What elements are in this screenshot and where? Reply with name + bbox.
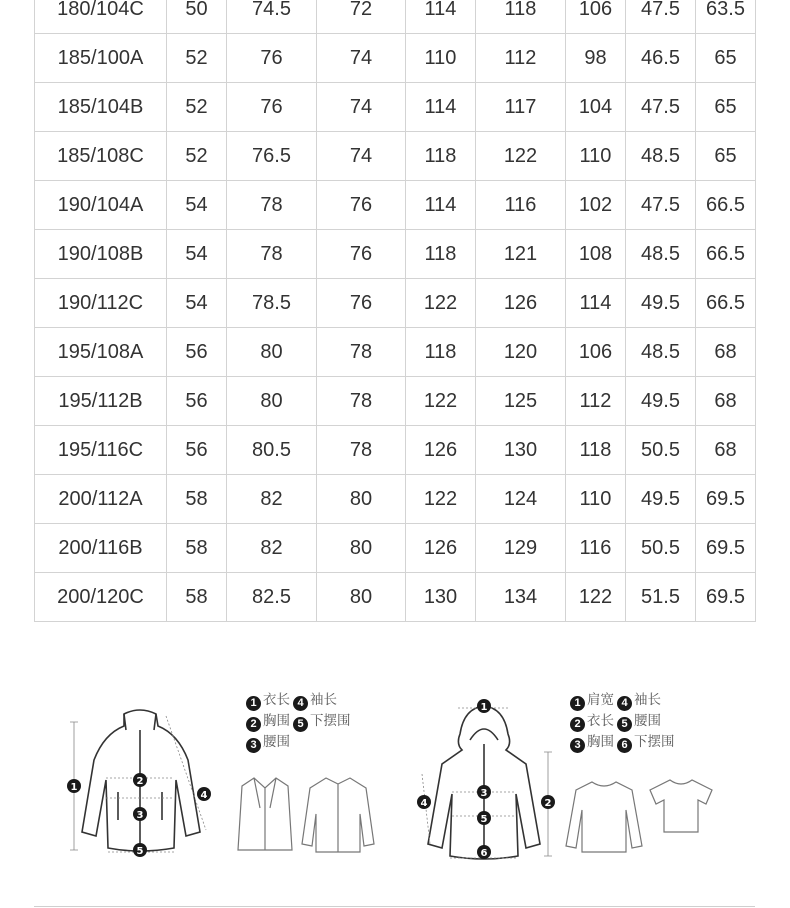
measurement-cell: 110: [406, 34, 476, 83]
legend-item: [293, 711, 351, 732]
legend-row: [246, 711, 354, 732]
measurement-cell: 130: [476, 426, 566, 475]
measurement-cell: 66.5: [696, 181, 756, 230]
measurement-cell: 54: [167, 230, 227, 279]
measurement-cell: 104: [566, 83, 626, 132]
legend-number: 3: [570, 738, 585, 753]
measurement-cell: 50: [167, 0, 227, 34]
measurement-cell: 117: [476, 83, 566, 132]
shirt-icon: [300, 774, 376, 856]
legend-row: [246, 732, 354, 753]
table-row: [35, 0, 756, 34]
measurement-cell: 49.5: [626, 279, 696, 328]
legend-label: 袖长: [310, 692, 337, 707]
legend-number: 4: [293, 696, 308, 711]
measurement-cell: 58: [167, 524, 227, 573]
legend-label: 袖长: [634, 692, 661, 707]
legend-row: [570, 690, 678, 711]
measurement-cell: 118: [406, 230, 476, 279]
measurement-cell: 56: [167, 426, 227, 475]
measurement-cell: 126: [476, 279, 566, 328]
measurement-cell: 106: [566, 328, 626, 377]
legend-item: [570, 732, 614, 753]
svg-text:1: 1: [480, 702, 488, 713]
legend-label: 下摆围: [634, 734, 675, 749]
svg-text:1: 1: [70, 782, 78, 793]
measurement-cell: 80.5: [227, 426, 317, 475]
svg-text:4: 4: [200, 790, 208, 801]
legend-item: [246, 711, 290, 732]
svg-text:6: 6: [480, 848, 488, 859]
measurement-cell: 48.5: [626, 328, 696, 377]
measurement-cell: 50.5: [626, 524, 696, 573]
legend-label: 腰围: [263, 734, 290, 749]
legend-number: 6: [617, 738, 632, 753]
measurement-cell: 52: [167, 132, 227, 181]
measurement-cell: 112: [476, 34, 566, 83]
sweater-icon: [564, 776, 644, 856]
jacket-diagram-icon: [62, 700, 222, 860]
size-code-cell: 190/104A: [35, 181, 167, 230]
size-code-cell: 180/104C: [35, 0, 167, 34]
measurement-cell: 116: [566, 524, 626, 573]
measurement-cell: 76: [227, 34, 317, 83]
legend-item: [246, 690, 290, 711]
table-row: [35, 524, 756, 573]
measurement-cell: 47.5: [626, 181, 696, 230]
measurement-cell: 54: [167, 181, 227, 230]
measurement-cell: 76: [317, 181, 406, 230]
measurement-cell: 129: [476, 524, 566, 573]
size-code-cell: 200/112A: [35, 475, 167, 524]
measurement-cell: 80: [317, 573, 406, 622]
measurement-cell: 108: [566, 230, 626, 279]
measurement-cell: 78.5: [227, 279, 317, 328]
measurement-cell: 68: [696, 377, 756, 426]
legend-number: 1: [570, 696, 585, 711]
measurement-cell: 74: [317, 83, 406, 132]
measurement-cell: 126: [406, 426, 476, 475]
measurement-cell: 65: [696, 34, 756, 83]
size-code-cell: 190/112C: [35, 279, 167, 328]
measurement-cell: 69.5: [696, 573, 756, 622]
measurement-cell: 122: [406, 279, 476, 328]
measurement-cell: 78: [227, 230, 317, 279]
svg-text:5: 5: [480, 814, 488, 825]
measurement-cell: 102: [566, 181, 626, 230]
measurement-cell: 68: [696, 426, 756, 475]
size-table-body: [35, 0, 756, 622]
measurement-cell: 52: [167, 34, 227, 83]
size-code-cell: 195/108A: [35, 328, 167, 377]
measurement-cell: 66.5: [696, 230, 756, 279]
size-code-cell: 185/100A: [35, 34, 167, 83]
table-row: [35, 475, 756, 524]
table-row: [35, 132, 756, 181]
measurement-cell: 56: [167, 377, 227, 426]
legend-label: 肩宽: [587, 692, 614, 707]
tshirt-icon: [646, 776, 716, 836]
measurement-cell: 65: [696, 83, 756, 132]
table-row: [35, 181, 756, 230]
table-row: [35, 83, 756, 132]
measurement-cell: 76: [317, 279, 406, 328]
table-row: [35, 230, 756, 279]
measurement-cell: 82: [227, 475, 317, 524]
size-code-cell: 185/104B: [35, 83, 167, 132]
measurement-cell: 80: [317, 524, 406, 573]
measurement-cell: 118: [476, 0, 566, 34]
legend-number: 1: [246, 696, 261, 711]
legend-label: 腰围: [634, 713, 661, 728]
measurement-cell: 80: [227, 328, 317, 377]
measurement-cell: 58: [167, 573, 227, 622]
hoodie-diagram-icon: [408, 694, 568, 864]
table-row: [35, 377, 756, 426]
table-row: [35, 426, 756, 475]
measurement-cell: 125: [476, 377, 566, 426]
measurement-cell: 106: [566, 0, 626, 34]
legend-item: [617, 690, 661, 711]
svg-text:3: 3: [136, 810, 144, 821]
measurement-cell: 82.5: [227, 573, 317, 622]
measurement-cell: 51.5: [626, 573, 696, 622]
size-table: [34, 0, 756, 622]
measurement-cell: 110: [566, 132, 626, 181]
measurement-cell: 69.5: [696, 524, 756, 573]
bottom-divider: [34, 906, 755, 907]
measurement-cell: 122: [406, 475, 476, 524]
measurement-cell: 116: [476, 181, 566, 230]
measurement-cell: 118: [566, 426, 626, 475]
measurement-cell: 66.5: [696, 279, 756, 328]
measurement-cell: 98: [566, 34, 626, 83]
measurement-cell: 80: [227, 377, 317, 426]
measurement-cell: 49.5: [626, 475, 696, 524]
measurement-cell: 78: [317, 328, 406, 377]
measurement-cell: 134: [476, 573, 566, 622]
legend-row: [570, 732, 678, 753]
measurement-guide: [0, 680, 790, 880]
measurement-cell: 124: [476, 475, 566, 524]
measurement-cell: 72: [317, 0, 406, 34]
measurement-cell: 78: [317, 377, 406, 426]
size-code-cell: 200/120C: [35, 573, 167, 622]
legend-item: [570, 711, 614, 732]
measurement-cell: 69.5: [696, 475, 756, 524]
measurement-cell: 118: [406, 132, 476, 181]
measurement-cell: 114: [406, 0, 476, 34]
measurement-cell: 130: [406, 573, 476, 622]
size-code-cell: 190/108B: [35, 230, 167, 279]
measurement-cell: 122: [476, 132, 566, 181]
measurement-cell: 54: [167, 279, 227, 328]
measurement-cell: 68: [696, 328, 756, 377]
size-code-cell: 185/108C: [35, 132, 167, 181]
legend-label: 胸围: [263, 713, 290, 728]
legend-number: 5: [293, 717, 308, 732]
measurement-cell: 110: [566, 475, 626, 524]
legend-number: 5: [617, 717, 632, 732]
measurement-cell: 46.5: [626, 34, 696, 83]
measurement-cell: 76: [227, 83, 317, 132]
measurement-cell: 65: [696, 132, 756, 181]
legend-item: [617, 711, 661, 732]
blazer-icon: [236, 774, 294, 856]
legend-item: [570, 690, 614, 711]
table-row: [35, 328, 756, 377]
svg-text:5: 5: [136, 846, 144, 857]
measurement-cell: 114: [406, 181, 476, 230]
legend-number: 2: [570, 717, 585, 732]
measurement-cell: 63.5: [696, 0, 756, 34]
measurement-cell: 58: [167, 475, 227, 524]
svg-text:2: 2: [544, 798, 552, 809]
legend-label: 衣长: [587, 713, 614, 728]
legend-label: 衣长: [263, 692, 290, 707]
measurement-cell: 122: [566, 573, 626, 622]
svg-text:3: 3: [480, 788, 488, 799]
measurement-cell: 50.5: [626, 426, 696, 475]
table-row: [35, 279, 756, 328]
measurement-cell: 114: [566, 279, 626, 328]
measurement-cell: 47.5: [626, 83, 696, 132]
table-row: [35, 34, 756, 83]
legend-row: [570, 711, 678, 732]
size-code-cell: 200/116B: [35, 524, 167, 573]
legend-number: 4: [617, 696, 632, 711]
table-row: [35, 573, 756, 622]
measurement-cell: 74: [317, 34, 406, 83]
svg-text:4: 4: [420, 798, 428, 809]
measurement-cell: 76: [317, 230, 406, 279]
measurement-cell: 49.5: [626, 377, 696, 426]
measurement-cell: 122: [406, 377, 476, 426]
legend-label: 胸围: [587, 734, 614, 749]
measurement-cell: 82: [227, 524, 317, 573]
measurement-cell: 47.5: [626, 0, 696, 34]
legend-item: [293, 690, 337, 711]
svg-text:2: 2: [136, 776, 144, 787]
legend-row: [246, 690, 354, 711]
jacket-legend: [246, 690, 354, 753]
measurement-cell: 56: [167, 328, 227, 377]
measurement-cell: 48.5: [626, 230, 696, 279]
legend-number: 2: [246, 717, 261, 732]
measurement-cell: 74.5: [227, 0, 317, 34]
measurement-cell: 126: [406, 524, 476, 573]
measurement-cell: 80: [317, 475, 406, 524]
measurement-cell: 78: [227, 181, 317, 230]
measurement-cell: 76.5: [227, 132, 317, 181]
measurement-cell: 120: [476, 328, 566, 377]
size-code-cell: 195/112B: [35, 377, 167, 426]
legend-number: 3: [246, 738, 261, 753]
legend-label: 下摆围: [310, 713, 351, 728]
legend-item: [617, 732, 675, 753]
measurement-cell: 114: [406, 83, 476, 132]
legend-item: [246, 732, 290, 753]
measurement-cell: 118: [406, 328, 476, 377]
measurement-cell: 78: [317, 426, 406, 475]
measurement-cell: 74: [317, 132, 406, 181]
hoodie-legend: [570, 690, 678, 753]
measurement-cell: 121: [476, 230, 566, 279]
measurement-cell: 52: [167, 83, 227, 132]
size-code-cell: 195/116C: [35, 426, 167, 475]
measurement-cell: 112: [566, 377, 626, 426]
measurement-cell: 48.5: [626, 132, 696, 181]
